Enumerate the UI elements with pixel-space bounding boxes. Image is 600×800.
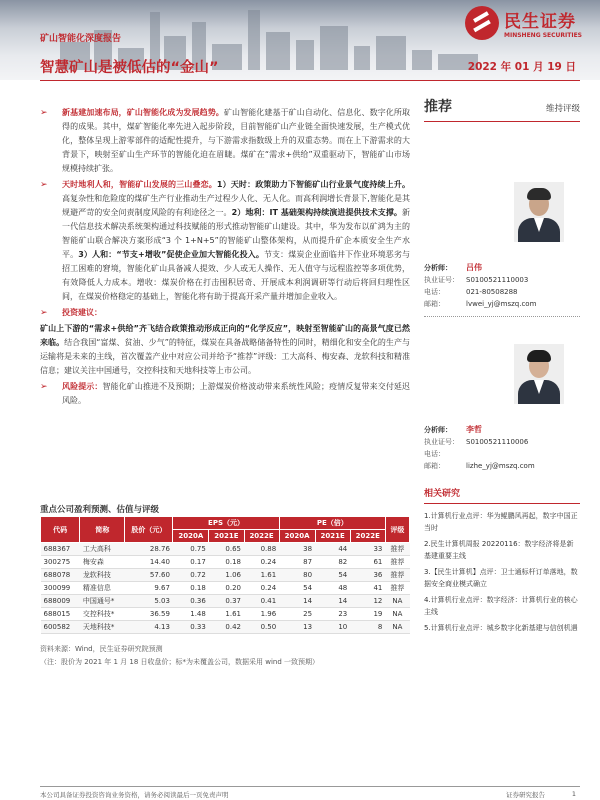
- cert-label: 执业证号：: [424, 276, 459, 284]
- section-text: 矿山智能化建基于矿山自动化、信息化、数字化所取得的成果。其中，煤矿智能化率先进入起步阶段，目前智能矿山产业链全面快速发展，生产模式优化，整体呈现上游零部件的适配性提升，与下游需求指数级上升的双重态势。而在上下游需求的大背景下，映射至矿山生产环节的智能化迫在眉睫。煤矿在“需求+供给”双重驱动下，智能矿山市场规模持续扩张。: [62, 108, 410, 173]
- cell-price: 14.40: [125, 556, 173, 569]
- cell-e1: 1.48: [173, 608, 209, 621]
- table-row: [41, 608, 410, 621]
- cell-code: 300099: [41, 582, 80, 595]
- cell-e3: 0.24: [244, 556, 279, 569]
- col-year: 2020A: [279, 530, 315, 543]
- cell-e3: 0.41: [244, 595, 279, 608]
- section-bold: 2）地利：IT 基础架构持续演进提供技术支撑。: [231, 208, 402, 217]
- related-item[interactable]: 1.计算机行业点评：华为鲲鹏风再起，数字中国正当时: [424, 512, 578, 532]
- cell-e1: 0.17: [173, 556, 209, 569]
- minsheng-logo: [465, 6, 582, 40]
- report-category: 矿山智能化深度报告: [40, 34, 122, 44]
- col-year: 2021E: [209, 530, 244, 543]
- section-lead: 风险提示：: [62, 382, 103, 391]
- table-row: [41, 543, 410, 556]
- cell-rating: 推荐: [385, 582, 409, 595]
- cell-name: 交控科技*: [80, 608, 125, 621]
- cell-e2: 1.06: [209, 569, 244, 582]
- cell-p1: 13: [279, 621, 315, 634]
- arrow-bullet-icon: ➢: [40, 308, 48, 318]
- col-eps: EPS（元）: [173, 517, 279, 530]
- cell-p2: 48: [315, 582, 350, 595]
- arrow-bullet-icon: ➢: [40, 382, 48, 392]
- rating-level: 维持评级: [545, 104, 580, 114]
- cell-p1: 87: [279, 556, 315, 569]
- cell-p3: 41: [350, 582, 385, 595]
- cell-p3: 36: [350, 569, 385, 582]
- related-item[interactable]: 4.计算机行业点评：数字经济：计算机行业的核心主线: [424, 596, 578, 616]
- cell-p1: 38: [279, 543, 315, 556]
- section-text: 结合我国“富煤、贫油、少气”的特征，煤炭在具备战略储备特性的同时，精细化和安全化的生产与运输将是未来的主线，首次覆盖产业中对应公司并给予“推荐”评级：工大高科、梅安森、龙软科技和精准信息；建议关注中国通号，交控科技和天地科技等上市公司。: [40, 338, 411, 375]
- cell-e3: 0.50: [244, 621, 279, 634]
- cell-rating: 推荐: [385, 556, 409, 569]
- section-lead: 投资建议：: [62, 308, 102, 317]
- arrow-bullet-icon: ➢: [40, 180, 48, 190]
- arrow-bullet-icon: ➢: [40, 108, 48, 118]
- logo-en-text: MINSHENG SECURITIES: [504, 32, 582, 39]
- cell-name: 精准信息: [80, 582, 125, 595]
- cell-price: 57.60: [125, 569, 173, 582]
- table-row: [41, 569, 410, 582]
- table-row: [41, 582, 410, 595]
- cell-e2: 0.37: [209, 595, 244, 608]
- analyst-role: 分析师：: [424, 426, 452, 434]
- phone-label: 电话：: [424, 288, 445, 296]
- cell-p1: 54: [279, 582, 315, 595]
- cell-p2: 82: [315, 556, 350, 569]
- cell-name: 龙软科技: [80, 569, 125, 582]
- cell-e2: 0.65: [209, 543, 244, 556]
- section-text: 高复杂性和危险度的煤矿生产行业推动生产过程少人化、无人化。而高利润增长背景下,智能化是其规避严苛的安全问责制度风险的有利途径之一。: [62, 194, 410, 217]
- cell-p2: 54: [315, 569, 350, 582]
- cell-p1: 14: [279, 595, 315, 608]
- cell-e2: 0.42: [209, 621, 244, 634]
- col-name: 简称: [80, 517, 125, 543]
- cell-p3: 19: [350, 608, 385, 621]
- cell-p3: 61: [350, 556, 385, 569]
- cell-p3: 12: [350, 595, 385, 608]
- analyst-cert: S0100521110003: [466, 276, 529, 284]
- table-title: 重点公司盈利预测、估值与评级: [40, 505, 160, 515]
- analyst-divider: [424, 316, 580, 317]
- investment-advice-body: [40, 322, 410, 378]
- col-rating: 评级: [385, 517, 409, 543]
- analyst-cert: S0100521110006: [466, 438, 529, 446]
- col-year: 2022E: [244, 530, 279, 543]
- cell-e1: 0.33: [173, 621, 209, 634]
- cell-p2: 14: [315, 595, 350, 608]
- analyst-email[interactable]: lizhe_yj@mszq.com: [466, 462, 535, 470]
- section-lead: 天时地利人和，智能矿山发展的三山叠恋。: [62, 180, 217, 189]
- cell-code: 688367: [41, 543, 80, 556]
- col-price: 股价（元）: [125, 517, 173, 543]
- cell-name: 天地科技*: [80, 621, 125, 634]
- section-text: 节支：煤炭企业面临井下作业环境恶劣与招工困难的窘境，智能化矿山具备减人提效、少人或无人操作、无人值守与远程监控等多项优势，有效降低人力成本。增收：煤炭价格在打击囤积居奇、开展成本利润调研等行动后将回归理性区间，在煤炭价格稳定的基础上，智能化将有助于提高开采产量并增加企业收入。: [62, 250, 410, 301]
- section-risk: [40, 380, 410, 408]
- header-divider: [40, 80, 580, 81]
- cell-e2: 1.61: [209, 608, 244, 621]
- section-bold: 矿山上下游的“需求+供给”齐飞结合政策推动形成正向的“化学反应”，映射至智能矿山的高景气度已然来临。: [40, 324, 410, 347]
- footer-label: 证券研究报告: [506, 791, 545, 799]
- analyst-name: 吕伟: [466, 263, 482, 272]
- section-bold: 1）天时：政策助力下智能矿山行业景气度持续上升。: [216, 180, 410, 189]
- header-banner: [0, 0, 600, 80]
- table-row: [41, 621, 410, 634]
- section-text: 新一代信息技术解决系统架构通过科技赋能的形式推动智能矿山建设。其中，华为发布以矿鸿为主的智能矿山联合解决方案形成“3 个 1+N+5”的智能矿山整体架构，从而提升矿企本质安全生产水平。: [62, 208, 410, 259]
- recommendation: 推荐: [424, 99, 452, 115]
- analyst-role: 分析师：: [424, 264, 452, 272]
- report-date: 2022 年 01 月 19 日: [467, 61, 576, 73]
- cell-e3: 1.61: [244, 569, 279, 582]
- analyst-photo: [514, 182, 564, 242]
- cell-e3: 1.96: [244, 608, 279, 621]
- cell-price: 5.03: [125, 595, 173, 608]
- cell-e1: 0.36: [173, 595, 209, 608]
- section-timing: [40, 178, 410, 304]
- related-item[interactable]: 3.【民生计算机】点评：卫士通标杆订单落地，数据安全商业模式确立: [424, 568, 578, 588]
- report-title: 智慧矿山是被低估的“金山”: [40, 60, 219, 76]
- main-body: [40, 106, 410, 410]
- section-bold: 3）人和：“节支+增收”促使企业加大智能化投入。: [78, 250, 264, 259]
- analyst-phone: 021-80508288: [466, 288, 518, 296]
- cell-name: 梅安森: [80, 556, 125, 569]
- page-number: 1: [571, 790, 576, 798]
- cell-p1: 25: [279, 608, 315, 621]
- cell-name: 工大高科: [80, 543, 125, 556]
- table-source: 资料来源：Wind，民生证券研究院预测: [40, 645, 163, 653]
- cell-p3: 33: [350, 543, 385, 556]
- cell-p1: 80: [279, 569, 315, 582]
- related-title: 相关研究: [424, 486, 580, 504]
- cell-p3: 8: [350, 621, 385, 634]
- cell-e2: 0.18: [209, 556, 244, 569]
- related-item[interactable]: 5.计算机行业点评：城乡数字化新基建与信创机遇: [424, 624, 578, 632]
- related-research: [424, 486, 580, 638]
- cell-name: 中国通号*: [80, 595, 125, 608]
- cell-e2: 0.20: [209, 582, 244, 595]
- col-year: 2022E: [350, 530, 385, 543]
- analyst-email[interactable]: lvwei_yj@mszq.com: [466, 300, 537, 308]
- rating-box: [424, 96, 580, 122]
- cell-e3: 0.88: [244, 543, 279, 556]
- mail-label: 邮箱：: [424, 300, 445, 308]
- col-year: 2020A: [173, 530, 209, 543]
- cell-rating: 推荐: [385, 569, 409, 582]
- table-row: [41, 595, 410, 608]
- footer-disclaimer: 本公司具备证券投资咨询业务资格，请务必阅读最后一页免责声明: [40, 791, 229, 799]
- col-year: 2021E: [315, 530, 350, 543]
- cell-rating: NA: [385, 608, 409, 621]
- section-new-infrastructure: [40, 106, 410, 176]
- cell-rating: NA: [385, 595, 409, 608]
- analyst-photo: [514, 344, 564, 404]
- earnings-forecast-table: [40, 516, 410, 634]
- section-investment-advice: [40, 306, 410, 320]
- cell-e1: 0.18: [173, 582, 209, 595]
- cell-price: 36.59: [125, 608, 173, 621]
- cell-code: 688078: [41, 569, 80, 582]
- mail-label: 邮箱：: [424, 462, 445, 470]
- table-row: [41, 556, 410, 569]
- col-code: 代码: [41, 517, 80, 543]
- analyst-name: 李哲: [466, 425, 482, 434]
- col-pe: PE（倍）: [279, 517, 385, 530]
- cell-price: 9.67: [125, 582, 173, 595]
- cell-code: 600582: [41, 621, 80, 634]
- cell-rating: 推荐: [385, 543, 409, 556]
- cell-code: 688015: [41, 608, 80, 621]
- cell-price: 28.76: [125, 543, 173, 556]
- section-text: 智能化矿山推进不及预期；上游煤炭价格波动带来系统性风险；疫情反复带来交付延迟风险。: [62, 382, 411, 405]
- section-lead: 新基建加速布局，矿山智能化成为发展趋势。: [62, 108, 224, 117]
- cell-p2: 23: [315, 608, 350, 621]
- cell-e1: 0.72: [173, 569, 209, 582]
- related-item[interactable]: 2.民生计算机周报 20220116：数字经济将是新基建重要主线: [424, 540, 574, 560]
- cell-e1: 0.75: [173, 543, 209, 556]
- logo-cn-text: 民生证券: [504, 12, 576, 32]
- cell-e3: 0.24: [244, 582, 279, 595]
- footer-divider: [40, 786, 580, 787]
- cell-code: 300275: [41, 556, 80, 569]
- cert-label: 执业证号：: [424, 438, 459, 446]
- cell-p2: 44: [315, 543, 350, 556]
- cell-p2: 10: [315, 621, 350, 634]
- cell-price: 4.13: [125, 621, 173, 634]
- table-note: （注：股价为 2021 年 1 月 18 日收盘价；标*为未覆盖公司，数据采用 wind 一致预期）: [40, 658, 320, 666]
- cell-rating: NA: [385, 621, 409, 634]
- phone-label: 电话：: [424, 450, 445, 458]
- logo-mark-icon: [465, 6, 499, 40]
- cell-code: 688009: [41, 595, 80, 608]
